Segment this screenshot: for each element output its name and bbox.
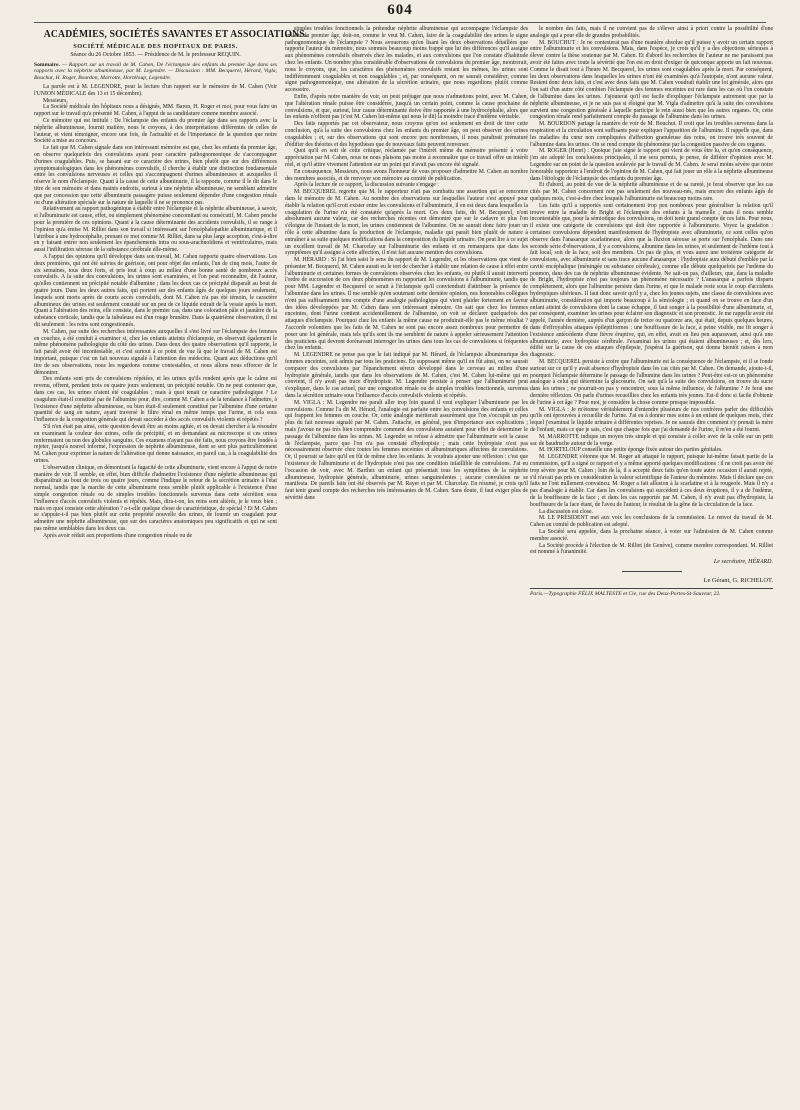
paragraph: Le fait que M. Cahen signale dans son intéressant mémoire est que, chez les enfants du premier âge, on observe quelquefois des convulsions ayant pour caractère pathognomonique de s'accompagner d'urines coagulables. Puis, se basant sur ce caractère des urines, bien plutôt que sur des différences symptomatologiques dans les phénomènes convulsifs, il cherche à établir une distinction fondamentale entre les convulsions nerveuses et celles qui s'accompagnent d'urines albumineuses et auxquelles il réserve le nom d'éclampsie. Quant à la cause de cette albuminurie, il la rapporte, comme il le dit dans le titre de son mémoire et dans maints endroits, surtout à une néphrite albumineuse, ne semblant admettre que par concession que cette albuminurie passagère puisse seulement dépendre d'une congestion rénale ou d'une altération spéciale sur la nature de laquelle il ne se prononce pas.: [34, 145, 277, 206]
summary-label: Sommaire.: [34, 61, 60, 68]
summary: [34, 62, 277, 82]
paragraph: Des enfants sont pris de convulsions répétées, et les urines qu'ils rendent après que le calme est revenu, offrent, pendant trois ou quatre jours seulement, un précipité notable. On ne peut contester que, dans ces cas, les urines n'aient été coagulables ; mais à quoi tenait ce caractère pathologique ? Le coagulum était-il constitué par de l'albumine pour, dire, comme M. Cahen a de la tendance à l'admettre, à l'existence d'une néphrite albumineuse, ou bien était-il seulement constitué par l'albumine d'une certaine quantité de sang en nature, ayant traversé le filtre rénal en même temps que l'urine, et cela sous l'influence de la congestion générale qui devait succéder à des accès convulsifs violents et répétés ?: [34, 376, 277, 424]
column-3-body: [530, 26, 773, 556]
paragraph: La discussion est close.: [539, 508, 593, 515]
paragraph: La Société procède à l'élection de M. Rilliet (de Genève), comme membre correspondant. M. Rilliet est nommé à l'unanimité.: [530, 542, 773, 556]
paragraph: Quoi qu'il en soit de cette critique, réclamée par l'intérêt même du mémoire présenté à votre appréciation par M. Cahen, nous ne nous plaisons pas moins à reconnaître que ce travail offre un intérêt réel, et qu'il attire vivement l'attention sur un point qui n'avait pas encore été signalé.: [285, 148, 528, 168]
paragraph: La Société sera appelée, dans la prochaine séance, à voter sur l'admission de M. Cahen comme membre associé.: [530, 528, 773, 542]
paragraph: M. LEGENDRE s'étonne que M. Roger ait attaqué le rapport, puisque lui-même faisait partie de la commission, qu'il a signé ce rapport et y a même apporté quelques modifications : il ne croit pas avoir été trop sévère pour M. Cahen ; loin de là, il a accepté deux faits qu'en toute autre occasion il aurait rejeté, s'il n'avait pas pris en considération la valeur scientifique de l'auteur du mémoire. Mais il déclare que ces faits ne l'ont nullement convaincu. M. Roger a fait allusion à la scarlatine et à la rougeole. Mais il n'y a pas d'analogie à établir. Car dans les convulsions qui succèdent à ces deux éruptions, il y a de l'œdème, de la bouffissure de la face ; et dans les cas rapportés par M. Cahen, il n'y avait pas d'hydropisie, la bouffissure de la face étant, de l'aveu de l'auteur, le résultat de la gêne de la circulation de la face.: [530, 454, 773, 508]
paragraph: Relativement au rapport pathogénique à établir entre l'éclampsie et la néphrite albumineuse, à savoir, si l'albuminurie est cause, effet, ou simplement phénomène concomitant ou consécutif, M. Cahen penche pour la première de ces opinions. Quant à la cause déterminante des accidents convulsifs, il se range à l'opinion qu'a émise M. Rilliet dans son travail si intéressant sur l'encéphalopathie albuminurique, et il l'attribue à une hydrocéphalie, prenant ce mot comme M. Rilliet, dans sa plus large acception, c'est-à-dire en y faisant entrer non seulement les épanchements intra ou sous-arachnoïdiens et ventriculaires, mais aussi l'infiltration séreuse de la substance cérébrale elle-même.: [34, 206, 277, 254]
paragraph: La Société médicale des hôpitaux nous a désignés, MM. Baron, H. Roger et moi, pour vous faire un rapport sur le travail qu'a présenté M. Cahen, à l'appui de sa candidature comme membre associé.: [34, 104, 277, 118]
paragraph: Ce mémoire qui est intitulé : De l'éclampsie des enfants du premier âge dans ses rapports avec la néphrite albumineuse, fournit matière, nous le croyons, à des interprétations différentes de celles de l'auteur, et vient témoigner, encore une fois, de l'actualité et de l'importance de la question que notre Société a mise au concours.: [34, 118, 277, 145]
printer-rule: [530, 588, 773, 589]
paragraph: Des faits rapportés par cet observateur, nous croyons qu'on est seulement en droit de tirer cette conclusion, qu'à la suite des convulsions chez les enfants du premier âge, on peut observer des urines coagulables ; et, sur des observations qui sont encore peu nombreuses, il nous paraîtrait prématuré d'édifier des théories et des hypothèses que de nouveaux faits peuvent renverser.: [285, 121, 528, 148]
paragraph: M. MARROTTE indique un moyen très simple et qui consiste à coller avec de la colle sur un petit sac de baudruche autour de la verge.: [530, 433, 773, 447]
paragraph: M. BECQUEREL regrette que M. le rapporteur n'ait pas combattu une assertion qui se rencontre dans le mémoire de M. Cahen. Au nombre des observations sur lesquelles l'auteur s'est appuyé pour établir la relation qu'il croit exister entre les convulsions et l'albuminurie, il en est deux dans lesquelles la coagulation de l'urine n'a été constatée qu'après la mort. Ces deux faits, dit M. Becquerel, n'ont absolument aucune valeur, car des recherches récentes ont démontré que sur le cadavre et plus l'on s'éloigne de l'instant de la mort, les urines contiennent de l'albumine. On ne saurait donc faire jouer un rôle à cette albumine dans la production de l'éclampsie, maladie qui paraît bien plutôt de nature à entraîner à sa suite quelques modifications dans la composition du liquide urinaire. On peut lire à ce sujet un excellent travail de M. Charcelay sur l'albuminurie des enfants et on remarquera que dans les symptômes qu'il assigne à cette affection, il n'est fait aucune mention des convulsions.: [285, 189, 528, 257]
page-number: 604: [387, 2, 413, 18]
paragraph: M. BOURDON partage la manière de voir de M. Bouchut. Il croit que les troubles survenus dans la respiration et la circulation sont suffisants pour expliquer l'apparition de l'albumine. Il rappelle que, dans les maladies du cœur non compliquées d'affection granuleuse des reins, on trouve très souvent de l'albumine dans les urines. On se rend compte du phénomène par la congestion passive de ces organes.: [530, 121, 773, 148]
section-heading: ACADÉMIES, SOCIÉTÉS SAVANTES ET ASSOCIATIONS.: [43, 29, 308, 40]
society-name: SOCIÉTÉ MÉDICALE DES HOPITAUX DE PARIS.: [73, 43, 238, 50]
column-2-body: [285, 26, 528, 502]
paragraph: M. BECQUEREL persiste à croire que l'albuminurie est la conséquence de l'éclampsie, et il se fonde surtout sur ce qu'il y avait absence d'hydropisie dans les cas cités par M. Cahen. On demande, ajoute-t-il, pourquoi l'éclampsie détermine le passage de l'albumine dans les urines ? Peut-être est-ce un phénomène analogue à celui qui détermine la glucosurie. On sait qu'à la suite des convulsions, on trouve du sucre dans les urines ; ne pourrait-on pas y rencontrer, sous la même influence, de l'albumine ? Je ferai une dernière réflexion. On parle d'urines recueillies chez les enfants très jeunes. Est-il donc si facile d'obtenir de l'urine à cet âge ? Pour moi, je considère la chose comme presque impossible.: [530, 359, 773, 406]
printer-line: Paris.—Typographie FÉLIX MALTESTE et Cie, rue des Deux-Portes-St-Sauveur, 22.: [530, 590, 721, 597]
paragraph: Messieurs,: [43, 97, 68, 104]
gerant-line: Le Gérant, G. RICHELOT.: [703, 576, 773, 584]
paragraph: simples troubles fonctionnels la prétendue néphrite albumineuse qui accompagne l'éclampsie des enfants du premier âge, doit-on, comme le veut M. Cahen, faire de la coagulabilité des urines le signe pathognomonique de l'éclampsie ? Nous avouerons qu'en lisant les deux observations détaillées que rapporte l'auteur du mémoire, nous sommes beaucoup moins frappé que lui des différences qu'il assigne aux phénomènes convulsifs observés chez les malades, et aux convulsions que l'on constate d'habitude chez les enfants. Un nombre plus considérable d'observations de convulsions du premier âge, montrerait, nous le croyons, que, les caractères des phénomènes convulsifs restant les mêmes, les urines sont indifféremment coagulables et non coagulables ; et, par conséquent, on ne saurait considérer, comme signe pathognomonique, une altération de la sécrétion urinaire, que nous regardions plutôt comme accessoire.: [285, 26, 528, 94]
header-rule: [34, 22, 766, 23]
paragraph: M. HÉRARD : Si j'ai bien saisi le sens du rapport de M. Legendre, et les observations que vient de présenter M. Becquerel, M. Cahen aurait eu le tort de chercher à établir une relation de cause à effet entre l'albuminurie et certaines formes de convulsions observées chez les enfants, ou plutôt il aurait intervertí l'ordre de succession de ces deux phénomènes en rapportant les convulsions à l'albuminurie, tandis que pour MM. Legendre et Becquerel ce serait à l'éclampsie qu'il conviendrait d'attribuer la présence de l'albumine dans les urines. Il me semble qu'en soutenant cette dernière opinion, nos honorables collègues n'ont pas suffisamment tenu compte d'une analogie pathologique qui vient plaider fortement en faveur des idées développées par M. Cahen dans son intéressant mémoire. On sait que chez les femmes enceintes, dont l'urine contient accidentellement de l'albumine, on voit se déclarer quelquefois des attaques d'éclampsie. Pourquoi chez les enfants la même cause ne produirait-elle pas le même résultat ? J'accorde volontiers que les faits de M. Cahen ne sont pas encore assez nombreux pour permettre de poser une loi générale, mais tels qu'ils sont ils me semblent de nature à appeler sérieusement l'attention des praticiens qui devront dorénavant interroger les urines dans tous les cas de convulsions si fréquentes chez les enfants.: [285, 257, 528, 352]
paragraph: M. HORTELOUP conseille une petite éponge fixée autour des parties génitales.: [539, 447, 723, 454]
paragraph: Après la lecture de ce rapport, la discussion suivante s'engage :: [294, 182, 439, 189]
paragraph: M. ROGER (Henri) : Quoique j'aie signé le rapport qui vient de vous être lu, et qu'en conséquence, j'en aie adopté les conclusions principales, il me sera permis, je pense, de différer d'opinion avec M. Legendre sur un point de la question soulevée par le travail de M. Cahen. Je serai moins sévère que notre honorable rapporteur à l'endroit de l'opinion de M. Cahen, qui fait jouer un rôle à la néphrite albumineuse dans l'étiologie de l'éclampsie des enfants du premier âge.: [530, 148, 773, 182]
paragraph: En conséquence, Messieurs, nous avons l'honneur de vous proposer d'admettre M. Cahen au nombre des membres associés, et de renvoyer son mémoire au comité de publication.: [285, 168, 528, 182]
paragraph: A l'appui des opinions qu'il développe dans son travail, M. Cahen rapporte quatre observations. Les deux premières, qui ont été suivies de guérison, ont pour objet des enfants, l'un de cinq mois, l'autre de six semaines, tous deux forts, et pris tout à coup au milieu d'une bonne santé de nombreux accès convulsifs. A la suite des convulsions, les urines sont examinées, et l'on peut reconnaître, dit l'auteur, qu'elles contiennent un précipité notable d'albumine ; dans les deux cas ce précipité disparaît au bout de quatre jours. Dans les deux autres faits, qui portent sur des enfants âgés de quelques jours seulement, lesquels sont morts après de courts accès convulsifs, dont M. Cahen n'a pas été témoin, le caractère albumineux des urines est seulement constaté sur un peu de ce liquide extrait de la vessie après la mort. Quant à l'altération des reins, elle consiste, dans le premier cas, dans une coloration pâle et jaunâtre de la substance corticale, tandis que la tubuleuse est d'un rouge brunâtre. Dans la quatrième observation, il est dit seulement : les reins sont congestionnés.: [34, 254, 277, 328]
paragraph: le nombre des faits, mais il ne convient pas de s'élever ainsi à priori contre la possibilité d'une analogie qui a pour elle de grandes probabilités.: [530, 26, 773, 39]
paragraph: Enfin, d'après notre manière de voir, on peut préjuger que nous n'admettons point, avec M. Cahen, que l'altération rénale puisse être considérée, jusqu'à un certain point, comme la cause prochaine de convulsions, et que, surtout, leur cause déterminante doive être rapportée à une hydrocéphalie, alors que les enfants n'offrent pas (c'est M. Cahen lui-même qui nous le dit) la moindre trace d'œdème véritable.: [285, 93, 528, 121]
column-2: [285, 26, 528, 1104]
column-3: [530, 26, 773, 1104]
paragraph: La parole est à M. LEGENDRE, pour la lecture d'un rapport sur le mémoire de M. Cahen (Voir l'UNION MÉDICALE des 13 et 15 décembre).: [34, 84, 277, 97]
secretary-signature: Le secrétaire, HÉRARD.: [713, 559, 773, 566]
column-1-body: [34, 84, 277, 539]
paragraph: Les faits qu'il a rapportés sont certainement trop peu nombreux pour généraliser la relation qu'il trouve entre la maladie de Bright et l'éclampsie des enfants à la mamelle ; mais il nous semble incontestable que, pour la sémiotique des convulsions, on doit tenir grand compte de ces faits. Pour nous, il existe une catégorie de convulsions qui doit être rapportée à l'albuminurie. Voyez la gradation : certaines convulsions dépendent manifestement de l'hydropisie avec albuminurie, ce sont celles qu'on observe dans l'anasarque scarlatineuse, alors que la fluxion séreuse se porte sur l'encéphale. Dans une seconde série d'observations, il y a convulsions, albumine dans les urines, et seulement de l'œdème tout à fait local, soit de la face, soit des membres. Un pas de plus, et vous aurez une troisième catégorie de convulsions, avec albuminurie et sans trace aucune d'anasarque : l'hydropisie aura débuté d'emblée par la cavité encéphalique (méningée ou substance cérébrale), comme elle débute quelquefois par l'œdème du poumon, dans des cas de néphrite albumineuse évidente. Ne sait-on pas, d'ailleurs, que, dans la maladie de Bright, l'hydropisie n'est pas toujours un phénomène nécessaire ? L'anasarque a parfois disparu complètement, alors que l'albumine persiste dans l'urine, et que le malade reste sous le coup d'accidents hydropiques ultérieurs. Il faut donc savoir qu'il y a, chez les jeunes sujets, une classe de convulsions avec albuminurie, considération qui importe beaucoup à la sémiologie ; et quand on se trouve en face d'un enfant atteint de convulsions dont la cause échappe, il faut songer à la possibilité d'une albuminurie, et, par conséquent, examiner les urines pour éclairer son diagnostic et son pronostic. Je me rappelle avoir été appelé, l'année dernière, auprès d'un garçon de treize ou quatorze ans, qui était, depuis quelques heures, dans d'effroyables attaques épileptiformes : une bouffissure de la face, à peine visible, me fit songer à l'existence antécédente d'une fièvre éruptive, qui, en effet, avait eu lieu peu auparavant, ainsi qu'à une albuminurie, avec hydropisie cérébrale. J'examinai les urines qui étaient albumineuses ; et, dès lors, édifié sur la cause de ces attaques d'épilepsie, j'espérai la guérison, qui donna bientôt raison à mon diagnostic.: [530, 202, 773, 359]
summary-text: — Rapport sur un travail de M. Cahen, De l'éclampsie des enfants du premier âge dans ses rapports avec la néphrite albumineuse, par M. Legendre. — Discussion : MM. Becquerel, Hérard, Vigla, Bouchut, H. Roger, Bourdon, Marrotte, Hortéloup, Legendre.: [34, 61, 277, 81]
separator-rule: [622, 571, 682, 572]
paragraph: L'observation clinique, en démontrant la fugacité de cette albuminurie, vient encore à l'appui de notre manière de voir. Il semble, en effet, bien difficile d'admettre l'existence d'une néphrite albumineuse qui disparaîtrait au bout de trois ou quatre jours, comme l'indique le retour de la sécrétion urinaire à l'état normal, tandis que la marche de cette albuminurie nous semble plutôt applicable à l'existence d'une simple congestion rénale ou de simples troubles fonctionnels survenus dans cette sécrétion sous l'influence d'accès convulsifs violents et répétés. Mais, dira-t-on, les reins sont altérés, je le veux bien ; mais en quoi consiste cette altération ? a-t-elle quelque chose de caractéristique, de spécial ? Et M. Cahen se s'appuie-t-il pas bien plutôt sur cette propriété nouvelle des urines, de fournir un coagulant pour admettre une néphrite albumineuse, que sur des caractères anatomiques peu significatifs et qui ne sont pas même semblables dans les deux cas.: [34, 464, 277, 532]
paragraph: M. BOUCHUT : Je ne contesterai pas d'une manière absolue qu'il puisse y avoir un certain rapport entre l'albuminurie et les convulsions. Mais, dans l'espèce, je crois qu'il y a des objections sérieuses à élever contre la thèse soutenue par M. Cahen. Et d'abord les recherches de l'auteur ne me paraissent pas avoir été faites avec toute la sévérité que l'on est en droit d'exiger de quiconque apporte un fait nouveau. Comme le disait tout à l'heure M. Becquerel, les urines sont coagulables après la mort. Par conséquent, les deux observations dans lesquelles les urines n'ont été examinées qu'à l'autopsie, n'ont aucune valeur. Restent donc deux faits, et c'est avec deux faits que M. Cahen voudrait établir une loi générale, alors que l'on sait d'un autre côté combien l'éclampsie des femmes enceintes est rare dans les cas où l'on constate de l'albumine dans les urines. J'ajouterai qu'il est facile d'expliquer l'éclampsie autrement que par la néphrite albumineuse, et je ne suis pas si éloigné que M. Vigla d'admettre qu'à la suite des convulsions survient une congestion générale à laquelle participe le rein aussi bien que les autres organes. Or, cette congestion rénale rend parfaitement compte du passage de l'albumine dans les urines.: [530, 39, 773, 121]
paragraph: M. Cahen, par suite des recherches intéressantes auxquelles il s'est livré sur l'éclampsie des femmes en couches, a été conduit à examiner si, chez les enfants atteints d'éclampsie, on observait également le même phénomène pathologique du côté des urines. Dans deux des quatre observations qu'il rapporte, le fait paraît avoir été incontestable, et c'est surtout à ce point de vue là que le travail de M. Cahen est important, puisque c'est un fait nouveau signalé à l'attention des médecins. Quant aux déductions qu'il tire de ses observations, nous les regardons comme contestables, et nous allons nous efforcer de le démontrer.: [34, 328, 277, 376]
paragraph: M. VIGLA : M. Legendre me paraît aller trop loin quand il veut expliquer l'albuminurie par les convulsions. Comme l'a dit M. Hérard, l'analogie est parfaite entre les convulsions des enfants et celles qui frappent les femmes en couche. Or, cette analogie mériterait assurément que l'on s'occupât un peu plus du fait nouveau signalé par M. Cahen. J'attache, en général, peu d'importance aux explications ; mais j'avoue ne pas très bien comprendre comment des convulsions auraient pour effet de déterminer le passage de l'albumine dans les urines. M. Legendre se refuse à admettre que l'albuminurie soit la cause de l'éclampsie, parce que l'on n'a pas constaté d'hydropisie ; mais cette hydropisie n'est pas nécessairement observée chez toutes les femmes enceintes et albuminuriques affectées de convulsions. Or, il pourrait se faire qu'il en fût de même chez les enfants. Je voudrais ajouter une réflexion : c'est que l'existence de l'albuminurie et de l'hydropisie n'est pas une condition infaillible de convulsions. J'ai eu l'occasion de voir, avec M. Barthez un enfant qui présentait tous les symptômes de la néphrite albumineuse, hydropisie générale, albuminurie, urines sanguinolentes ; aucune convulsion ne se manifesta. De pareils faits ont été observés par M. Rayer et par M. Charcelay. En résumé, je crois qu'il faut tenir grand compte des recherches très intéressantes de M. Cahen. Sans doute, il faut exiger plus de sévérité dans: [285, 399, 528, 501]
paragraph: Après avoir réduit aux proportions d'une congestion rénale ou de: [43, 532, 193, 539]
paragraph: M. VIGLA : Je m'étonne véritablement d'entendre plusieurs de nos confrères parler des difficultés qu'ils ont éprouvées à recueillir de l'urine. J'ai eu à donner mes soins à un enfant de quelques mois, chez lequel j'examinai le liquide urinaire à différentes reprises. Je ne saurais dire comment s'y prenait la mère de l'enfant, mais ce que je sais, c'est que chaque fois que j'ai demandé de l'urine, il m'en a été fourni.: [530, 406, 773, 434]
paragraph: Et d'abord, au point de vue de la néphrite albumineuse et de sa rareté, je ferai observer que les cas cités par M. Cahen concernent non pas seulement des nouveau-nés, mais encore des enfants âgés de quelques mois, c'est-à-dire chez lesquels l'albuminurie est beaucoup moins rare.: [530, 182, 773, 202]
paragraph: S'il n'en était pas ainsi, cette question devait être au moins agitée, et on devait chercher à la résoudre en examinant la couleur des urines, celle du précipité, et en demandant au microscope si ces urines renfermaient ou non des globules sanguins. Ces examens n'ayant pas été faits, nous croyons être fondés à rejeter, jusqu'à nouvel informé, l'expression de néphrite albumineuse, dont se sert plus particulièrement M. Cahen pour exprimer la nature de l'altération qui donne naissance, en pareil cas, à la coagulabilité des urines.: [34, 423, 277, 464]
paragraph: M. LE PRÉSIDENT met aux voix les conclusions de la commission. Le renvoi du travail de M. Cahen au comité de publication est adopté.: [530, 515, 773, 529]
paragraph: M. LEGENDRE ne pense pas que le fait indiqué par M. Hérard, de l'éclampsie albuminurique des femmes enceintes, soit admis par tous les praticiens. En supposant même qu'il en fût ainsi, on ne saurait comparer des convulsions par l'épanchement séreux développé dans le cerveau au milieu d'une hydropisie générale, tandis que dans les observations de M. Cahen, c'est M. Cahen lui-même qui en convient, il n'y avait pas trace d'hydropisie. M. Legendre persiste à penser que l'albuminurie peut s'expliquer, dans le cas actuel, par une congestion rénale ou de simples troubles fonctionnels, survenus dans la sécrétion urinaire sous l'influence d'accès convulsifs violents et répétés.: [285, 352, 528, 400]
session-line: Séance du 26 Octobre 1853. — Présidence de M. le professeur REQUIN.: [70, 51, 241, 58]
column-1: [34, 26, 308, 1104]
